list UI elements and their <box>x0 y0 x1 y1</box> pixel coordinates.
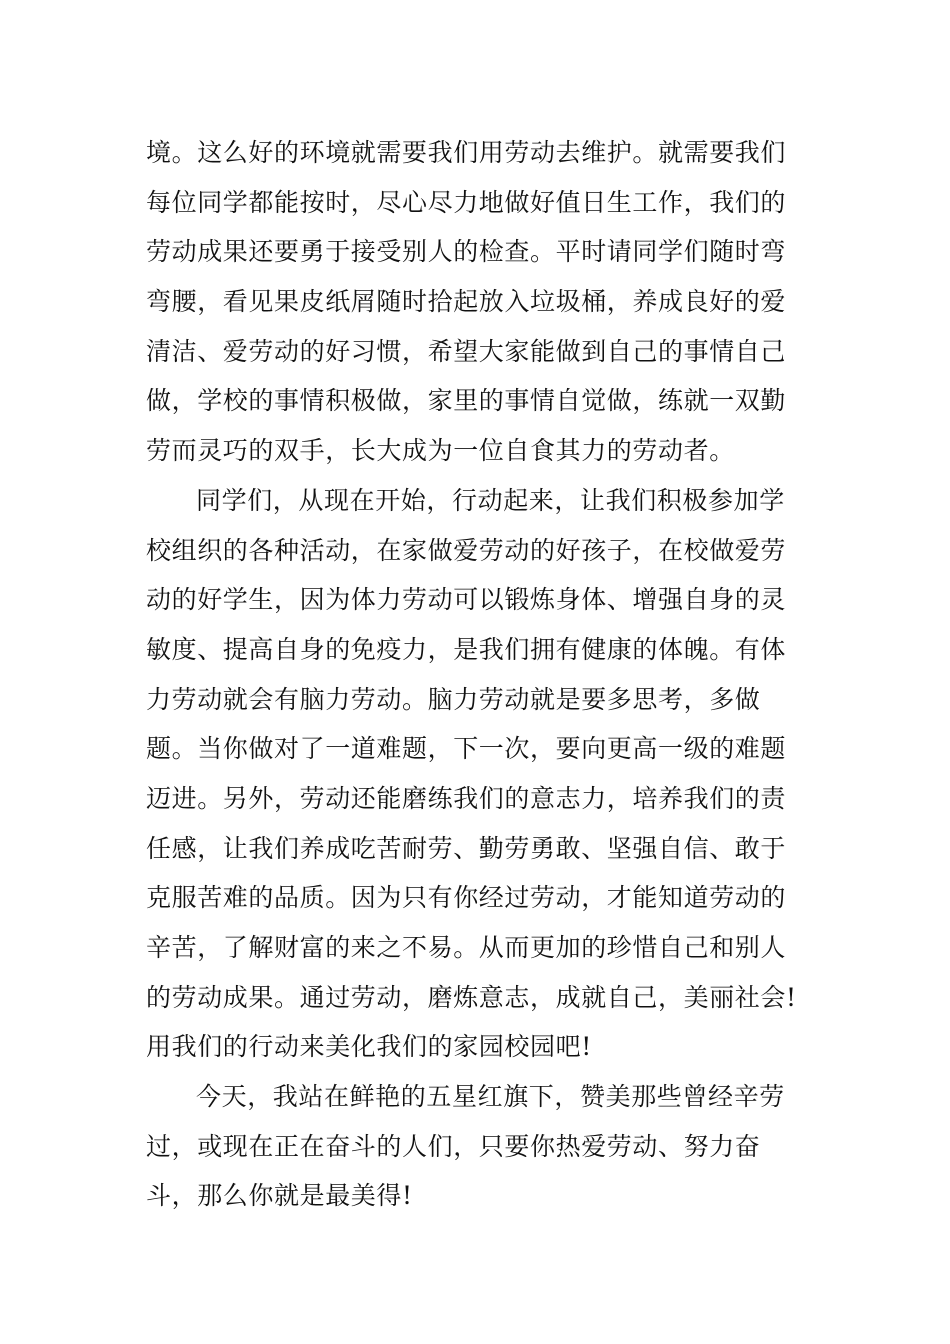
text-line: 劳动成果还要勇于接受别人的检查。平时请同学们随时弯 <box>146 237 787 267</box>
body-text <box>146 128 806 1221</box>
text-line: 校组织的各种活动，在家做爱劳动的好孩子，在校做爱劳 <box>146 535 787 565</box>
text-line: 过，或现在正在奋斗的人们，只要你热爱劳动、努力奋 <box>146 1131 761 1161</box>
text-line: 的劳动成果。通过劳动，磨炼意志，成就自己，美丽社会! <box>146 982 797 1012</box>
text-line: 动的好学生，因为体力劳动可以锻炼身体、增强自身的灵 <box>146 585 787 615</box>
text-line: 用我们的行动来美化我们的家园校园吧! <box>146 1032 592 1062</box>
text-line: 力劳动就会有脑力劳动。脑力劳动就是要多思考，多做 <box>146 684 761 714</box>
paragraph-first-line: 今天，我站在鲜艳的五星红旗下，赞美那些曾经辛劳 <box>196 1082 785 1112</box>
text-line: 迈进。另外，劳动还能磨练我们的意志力，培养我们的责 <box>146 783 787 813</box>
text-line: 每位同学都能按时，尽心尽力地做好值日生工作，我们的 <box>146 187 787 217</box>
text-line: 克服苦难的品质。因为只有你经过劳动，才能知道劳动的 <box>146 883 787 913</box>
text-line: 境。这么好的环境就需要我们用劳动去维护。就需要我们 <box>146 138 787 167</box>
paragraph-first-line: 同学们，从现在开始，行动起来，让我们积极参加学 <box>196 485 785 515</box>
text-line: 劳而灵巧的双手，长大成为一位自食其力的劳动者。 <box>146 436 735 466</box>
text-line: 任感，让我们养成吃苦耐劳、勤劳勇敢、坚强自信、敢于 <box>146 833 787 863</box>
text-line: 清洁、爱劳动的好习惯，希望大家能做到自己的事情自己 <box>146 336 787 366</box>
text-line: 辛苦，了解财富的来之不易。从而更加的珍惜自己和别人 <box>146 933 787 962</box>
text-line: 弯腰，看见果皮纸屑随时拾起放入垃圾桶，养成良好的爱 <box>146 287 787 317</box>
text-line: 题。当你做对了一道难题，下一次，要向更高一级的难题 <box>146 734 787 764</box>
text-line: 做，学校的事情积极做，家里的事情自觉做，练就一双勤 <box>146 386 787 416</box>
text-line: 敏度、提高自身的免疫力，是我们拥有健康的体魄。有体 <box>146 634 787 664</box>
text-line: 斗，那么你就是最美得! <box>146 1181 413 1211</box>
